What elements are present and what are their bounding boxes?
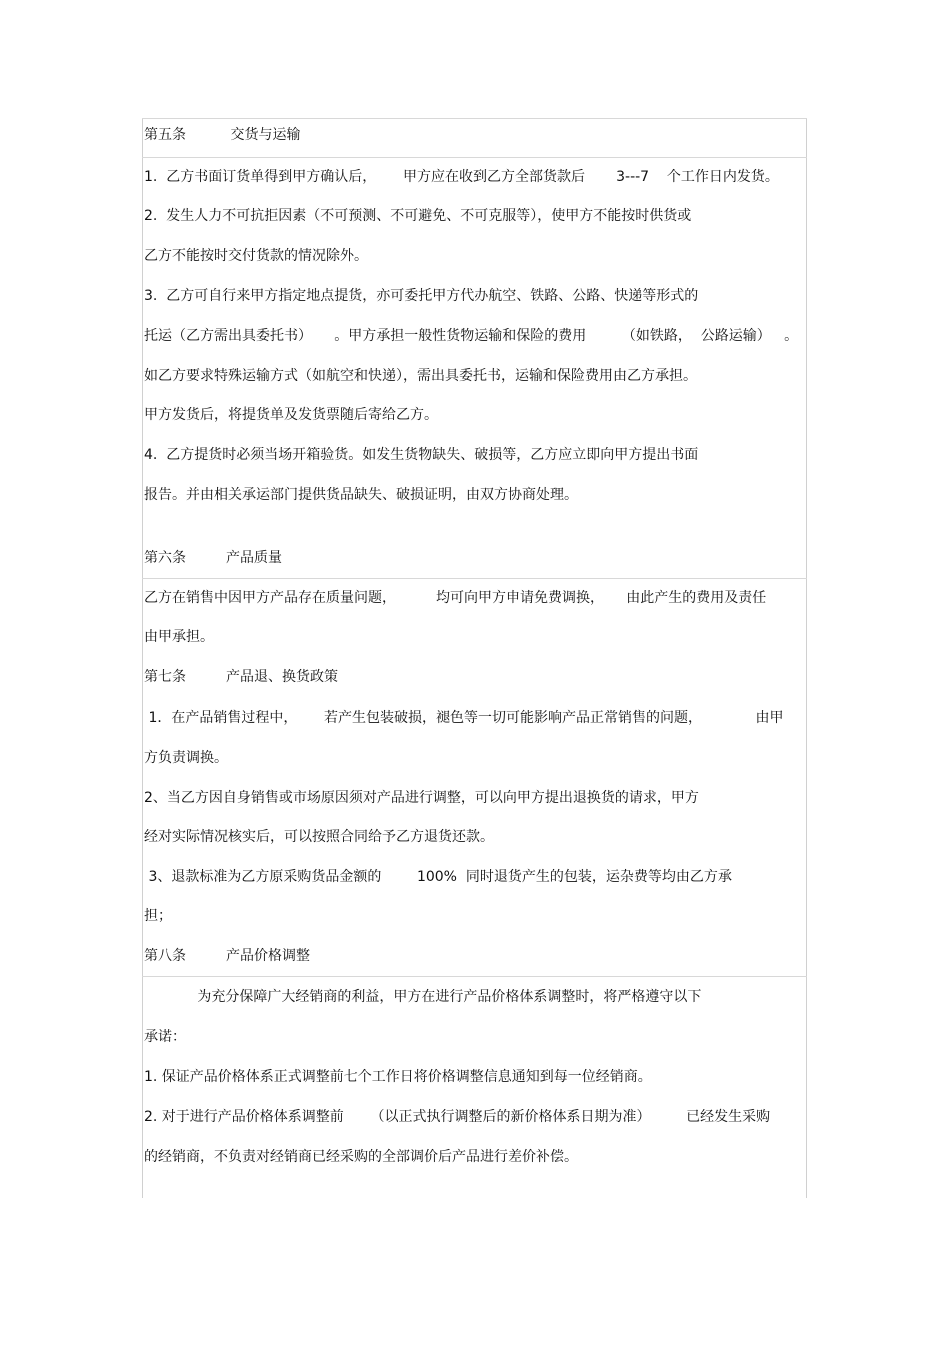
article-6-body-cont: 由甲承担。	[144, 629, 214, 645]
article-7-clause-2-cont: 经对实际情况核实后，可以按照合同给予乙方退货还款。	[144, 829, 494, 845]
article-7-clause-3: 3、退款标准为乙方原采购货品金额的 100% 同时退货产生的包装，运杂费等均由乙方承	[144, 869, 732, 885]
article-8-item-1: 1. 保证产品价格体系正式调整前七个工作日将价格调整信息通知到每一位经销商。	[144, 1069, 652, 1085]
table-row-divider	[142, 157, 807, 158]
table-border-left	[142, 118, 143, 1198]
article-5-clause-4-cont: 报告。并由相关承运部门提供货品缺失、破损证明，由双方协商处理。	[144, 487, 578, 503]
table-border-top	[142, 118, 807, 119]
article-5-clause-3-cont: 如乙方要求特殊运输方式（如航空和快递），需出具委托书，运输和保险费用由乙方承担。	[144, 368, 697, 384]
article-7-clause-1-cont: 方负责调换。	[144, 750, 228, 766]
article-7-heading: 第七条 产品退、换货政策	[144, 669, 339, 685]
article-6-heading: 第六条 产品质量	[144, 550, 283, 566]
article-5-clause-3-cont: 托运（乙方需出具委托书） 。甲方承担一般性货物运输和保险的费用 （如铁路， 公路运输） 。	[144, 328, 799, 344]
article-8-intro: 为充分保障广大经销商的利益，甲方在进行产品价格体系调整时，将严格遵守以下	[144, 989, 702, 1005]
article-6-body: 乙方在销售中因甲方产品存在质量问题， 均可向甲方申请免费调换， 由此产生的费用及责任	[144, 590, 767, 606]
article-5-clause-2-cont: 乙方不能按时交付货款的情况除外。	[144, 248, 368, 264]
table-row-divider	[142, 578, 807, 579]
table-border-right	[806, 118, 807, 1198]
article-5-clause-1: 1. 乙方书面订货单得到甲方确认后， 甲方应在收到乙方全部货款后 3---7 个工作日内发货。	[144, 169, 779, 185]
article-8-heading: 第八条 产品价格调整	[144, 948, 311, 964]
article-5-clause-4: 4. 乙方提货时必须当场开箱验货。如发生货物缺失、破损等，乙方应立即向甲方提出书面	[144, 447, 699, 463]
article-5-clause-3: 3. 乙方可自行来甲方指定地点提货，亦可委托甲方代办航空、铁路、公路、快递等形式的	[144, 288, 699, 304]
article-7-clause-3-cont: 担；	[144, 908, 172, 924]
article-5-heading: 第五条 交货与运输	[144, 127, 301, 143]
article-5-clause-2: 2. 发生人力不可抗拒因素（不可预测、不可避免、不可克服等），使甲方不能按时供货或	[144, 208, 692, 224]
article-7-clause-1: 1．在产品销售过程中， 若产生包装破损，褪色等一切可能影响产品正常销售的问题， 由甲	[144, 710, 784, 726]
article-7-clause-2: 2、当乙方因自身销售或市场原因须对产品进行调整，可以向甲方提出退换货的请求，甲方	[144, 790, 699, 806]
article-8-intro-cont: 承诺：	[144, 1029, 186, 1045]
table-row-divider	[142, 976, 807, 977]
article-8-item-2-cont: 的经销商，不负责对经销商已经采购的全部调价后产品进行差价补偿。	[144, 1149, 578, 1165]
article-5-clause-3-cont: 甲方发货后，将提货单及发货票随后寄给乙方。	[144, 407, 438, 423]
article-8-item-2: 2. 对于进行产品价格体系调整前 （以正式执行调整后的新价格体系日期为准） 已经发生采购	[144, 1109, 771, 1125]
